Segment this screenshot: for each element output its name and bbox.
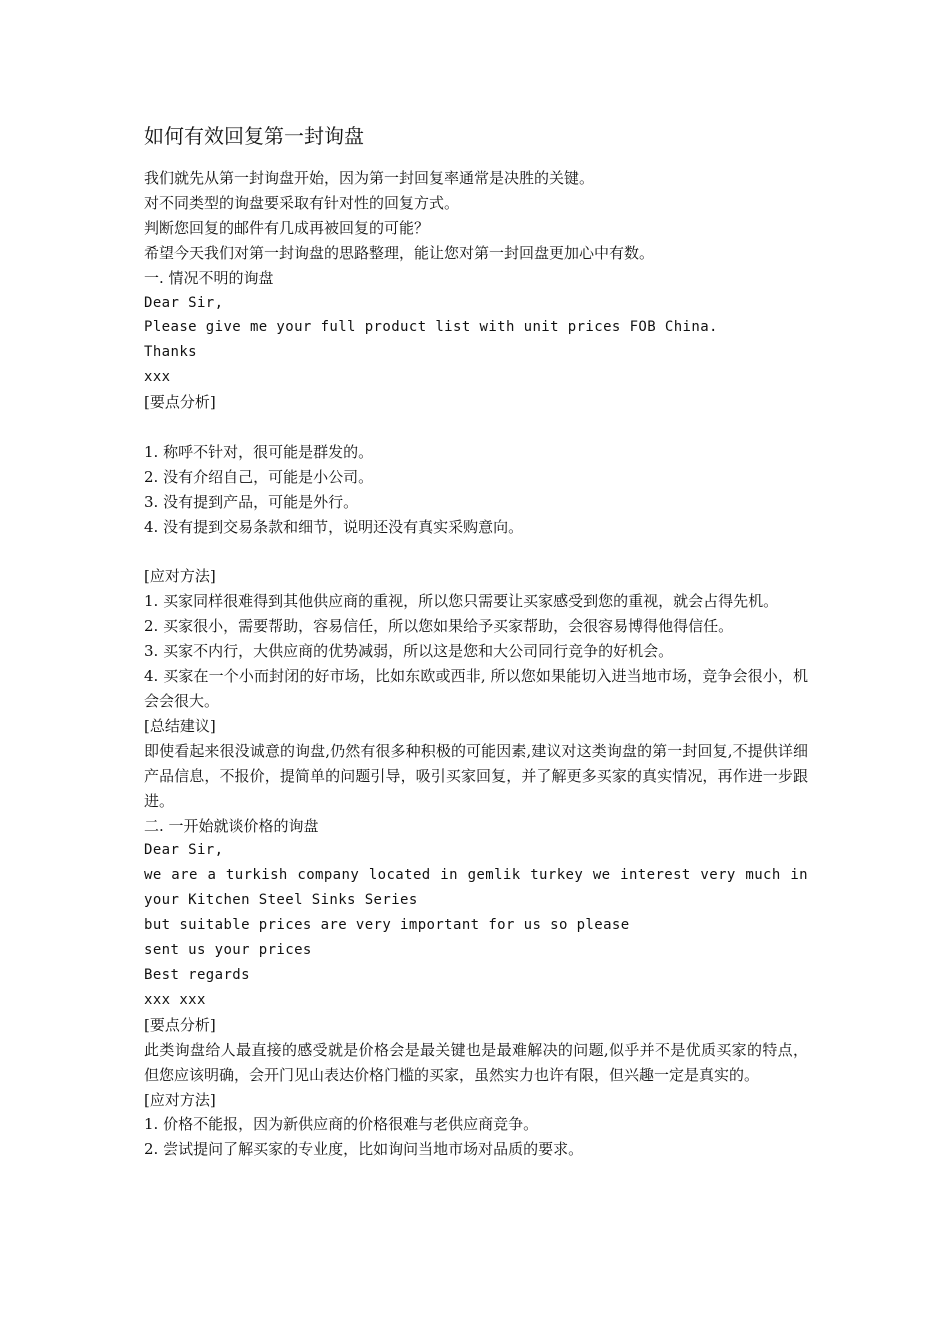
response-item: 2. 尝试提问了解买家的专业度，比如询问当地市场对品质的要求。: [144, 1140, 584, 1159]
email-body-line: sent us your prices: [144, 942, 312, 959]
email-signature: xxx xxx: [144, 991, 206, 1008]
response-item: 3. 买家不内行，大供应商的优势减弱，所以这是您和大公司同行竞争的好机会。: [144, 642, 674, 661]
document-page: [144, 118, 808, 1162]
email-salutation: Dear Sir,: [144, 842, 224, 859]
analysis-item: 2. 没有介绍自己，可能是小公司。: [144, 467, 374, 486]
analysis-heading: [要点分析]: [144, 393, 216, 412]
analysis-item: 4. 没有提到交易条款和细节，说明还没有真实采购意向。: [144, 517, 524, 536]
blank-line: [144, 415, 808, 440]
email-closing: Best regards: [144, 966, 250, 983]
response-item: 4. 买家在一个小而封闭的好市场，比如东欧或西非, 所以您如果能切入进当地市场，竞争会很小，机会会很大。: [144, 667, 808, 710]
intro-line-1: 我们就先从第一封询盘开始，因为第一封回复率通常是决胜的关键。: [144, 169, 595, 187]
intro-line-4: 希望今天我们对第一封询盘的思路整理，能让您对第一封回盘更加心中有数。: [144, 243, 655, 262]
response-item: 1. 价格不能报，因为新供应商的价格很难与老供应商竞争。: [144, 1115, 539, 1134]
blank-line: [144, 540, 808, 565]
response-heading: [应对方法]: [144, 567, 216, 586]
section-heading-2: 二. 一开始就谈价格的询盘: [144, 816, 319, 835]
analysis-item: 1. 称呼不针对，很可能是群发的。: [144, 442, 374, 461]
section-heading-1: 一. 情况不明的询盘: [144, 268, 274, 287]
email-body-line: Please give me your full product list with unit prices FOB China.: [144, 319, 718, 336]
intro-line-2: 对不同类型的询盘要采取有针对性的回复方式。: [144, 193, 460, 212]
email-closing: Thanks: [144, 344, 197, 361]
email-salutation: Dear Sir,: [144, 294, 224, 311]
response-item: 2. 买家很小，需要帮助，容易信任，所以您如果给予买家帮助，会很容易博得他得信任。: [144, 617, 734, 636]
summary-heading: [总结建议]: [144, 716, 216, 735]
intro-line-3: 判断您回复的邮件有几成再被回复的可能？: [144, 218, 430, 237]
email-body-line: we are a turkish company located in gemlik turkey we interest very much in your Kitchen Steel Sinks Series: [144, 867, 808, 909]
analysis-item: 3. 没有提到产品，可能是外行。: [144, 492, 359, 511]
response-item: 1. 买家同样很难得到其他供应商的重视，所以您只需要让买家感受到您的重视，就会占得先机。: [144, 592, 779, 611]
analysis-paragraph: 此类询盘给人最直接的感受就是价格会是最关键也是最难解决的问题,似乎并不是优质买家的特点，但您应该明确，会开门见山表达价格门槛的买家，虽然实力也许有限，但兴趣一定是真实的。: [144, 1040, 808, 1084]
response-heading: [应对方法]: [144, 1090, 216, 1109]
summary-paragraph: 即使看起来很没诚意的询盘,仍然有很多种积极的可能因素,建议对这类询盘的第一封回复,不提供详细产品信息，不报价，提简单的问题引导，吸引买家回复，并了解更多买家的真实情况，再作进一步跟进。: [144, 741, 808, 810]
analysis-heading: [要点分析]: [144, 1015, 216, 1034]
email-body-line: but suitable prices are very important for us so please: [144, 917, 630, 934]
email-signature: xxx: [144, 369, 171, 386]
document-title: 如何有效回复第一封询盘: [144, 124, 364, 148]
